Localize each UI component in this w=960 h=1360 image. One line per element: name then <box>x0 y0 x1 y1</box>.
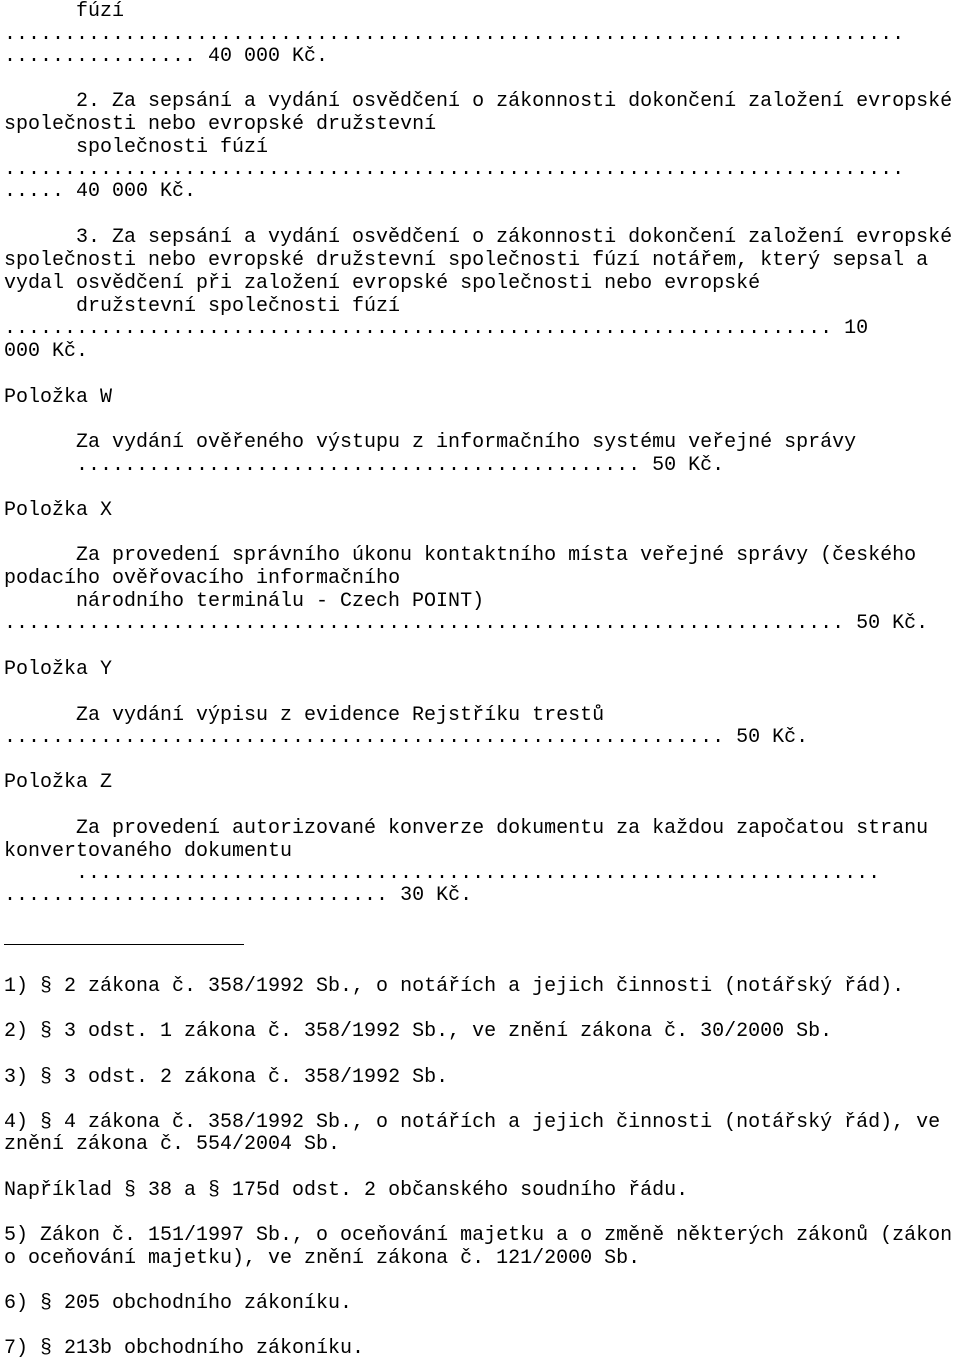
item-z-heading: Položka Z <box>4 771 113 794</box>
item-v-tail-text: fúzí <box>76 0 125 23</box>
item-v3-line2: společnosti nebo evropské družstevní společnosti fúzí notářem, který sepsal a <box>4 249 929 272</box>
item-z-line2: konvertovaného dokumentu <box>4 840 293 863</box>
item-x-line1: Za provedení správního úkonu kontaktního místa veřejné správy (českého <box>76 544 917 567</box>
footnote-separator <box>4 944 244 945</box>
item-w-heading: Položka W <box>4 386 113 409</box>
item-z-line1: Za provedení autorizované konverze dokumentu za každou započatou stranu <box>76 817 929 840</box>
item-v3-line1: 3. Za sepsání a vydání osvědčení o zákonnosti dokončení založení evropské <box>76 226 953 249</box>
item-v2-dots: ........................................................................... <box>4 158 905 181</box>
item-y-heading: Položka Y <box>4 658 113 681</box>
footnote-3: 3) § 3 odst. 2 zákona č. 358/1992 Sb. <box>4 1066 449 1089</box>
item-v2-amount: ..... 40 000 Kč. <box>4 180 197 203</box>
footnote-4-cont: znění zákona č. 554/2004 Sb. <box>4 1133 341 1156</box>
item-w-dots-amount: ............................................... 50 Kč. <box>76 454 725 477</box>
item-x-dots-amount: ...................................................................... 50 Kč. <box>4 612 929 635</box>
footnote-7: 7) § 213b obchodního zákoníku. <box>4 1337 365 1360</box>
item-v-tail-dots: ........................................................................... <box>4 23 905 46</box>
item-v-tail-amount: ................ 40 000 Kč. <box>4 45 329 68</box>
footnote-5: 5) Zákon č. 151/1997 Sb., o oceňování majetku a o změně některých zákonů (zákon <box>4 1224 953 1247</box>
item-v3-line4: družstevní společnosti fúzí <box>76 295 401 318</box>
footnote-1: 1) § 2 zákona č. 358/1992 Sb., o notářích a jejich činnosti (notářský řád). <box>4 975 905 998</box>
item-x-line3: národního terminálu - Czech POINT) <box>76 590 485 613</box>
footnote-4: 4) § 4 zákona č. 358/1992 Sb., o notářích a jejich činnosti (notářský řád), ve <box>4 1111 941 1134</box>
item-v3-dots-amount: ..................................................................... 10 <box>4 317 869 340</box>
item-y-text: Za vydání výpisu z evidence Rejstříku trestů <box>76 704 605 727</box>
item-w-text: Za vydání ověřeného výstupu z informačního systému veřejné správy <box>76 431 857 454</box>
footnote-5-cont: o oceňování majetku), ve znění zákona č. 121/2000 Sb. <box>4 1247 641 1270</box>
item-x-line2: podacího ověřovacího informačního <box>4 567 401 590</box>
footnote-example: Například § 38 a § 175d odst. 2 občanského soudního řádu. <box>4 1179 689 1202</box>
footnote-6: 6) § 205 obchodního zákoníku. <box>4 1292 353 1315</box>
item-z-dots: ................................................................... <box>76 862 881 885</box>
item-x-heading: Položka X <box>4 499 113 522</box>
item-v2-line3: společnosti fúzí <box>76 136 269 159</box>
item-v3-line3: vydal osvědčení při založení evropské společnosti nebo evropské <box>4 272 761 295</box>
item-z-amount: ................................ 30 Kč. <box>4 884 473 907</box>
item-v3-amount-end: 000 Kč. <box>4 340 89 363</box>
item-y-dots-amount: ............................................................ 50 Kč. <box>4 726 809 749</box>
item-v2-line1: 2. Za sepsání a vydání osvědčení o zákonnosti dokončení založení evropské <box>76 90 953 113</box>
item-v2-line2: společnosti nebo evropské družstevní <box>4 113 437 136</box>
footnote-2: 2) § 3 odst. 1 zákona č. 358/1992 Sb., ve znění zákona č. 30/2000 Sb. <box>4 1020 833 1043</box>
